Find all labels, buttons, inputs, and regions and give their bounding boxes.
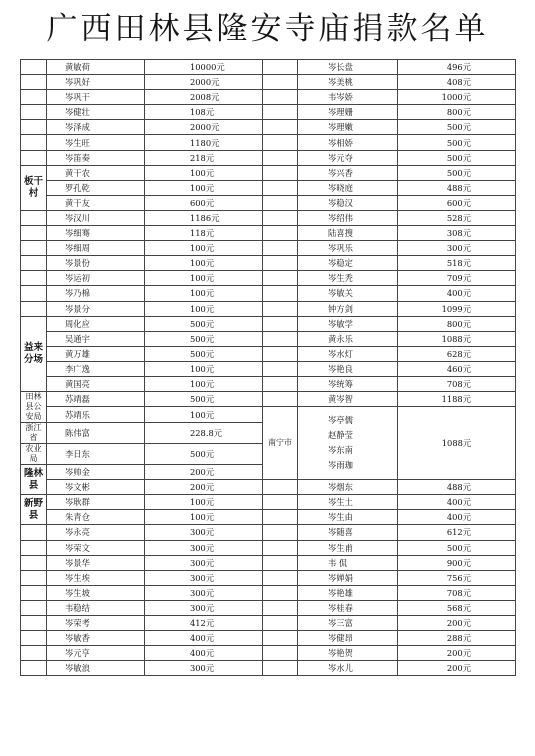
donor-name: 岑亭儒: [328, 414, 353, 425]
donor-name: 岑泽成: [47, 120, 145, 135]
group-cell-empty: [263, 150, 298, 165]
group-cell-empty: [263, 631, 298, 646]
group-cell-empty: [263, 226, 298, 241]
group-cell-empty: [263, 301, 298, 316]
donor-name: 黄万雄: [47, 346, 145, 361]
table-row: [21, 286, 516, 301]
donor-name: 黄永乐: [298, 331, 398, 346]
donor-name: 岑永亮: [47, 525, 145, 540]
nanning-names: [298, 407, 398, 480]
donation-amount: 300元: [145, 555, 263, 570]
group-cell-empty: [263, 105, 298, 120]
donation-amount: 1088元: [398, 407, 516, 480]
donation-amount: 500元: [145, 392, 263, 407]
donation-amount: 200元: [145, 465, 263, 480]
donor-name: 岑美桃: [298, 75, 398, 90]
group-cell-empty: [21, 75, 47, 90]
donor-name: 钟方剑: [298, 301, 398, 316]
donor-name: 岑敏学: [298, 316, 398, 331]
donor-name: 陆喜搜: [298, 226, 398, 241]
donor-name: 黄干友: [47, 195, 145, 210]
donor-name: 岑荣文: [47, 540, 145, 555]
donor-name: 岑艳贺: [298, 646, 398, 661]
donation-amount: 488元: [398, 180, 516, 195]
group-cell-empty: [21, 570, 47, 585]
group-label: 田林县公安局: [21, 392, 47, 423]
donation-amount: 100元: [145, 256, 263, 271]
donation-table: [20, 59, 516, 676]
donation-amount: 500元: [398, 165, 516, 180]
group-cell-empty: [21, 540, 47, 555]
donation-amount: 118元: [145, 226, 263, 241]
donor-name: 岑文彬: [47, 480, 145, 495]
donation-amount: 709元: [398, 271, 516, 286]
group-cell-empty: [263, 555, 298, 570]
donation-amount: 10000元: [145, 60, 263, 75]
donation-amount: 400元: [398, 495, 516, 510]
donation-amount: 500元: [145, 346, 263, 361]
donor-name: 岑东南: [328, 445, 353, 456]
table-row: [21, 346, 516, 361]
group-cell-empty: [21, 600, 47, 615]
group-cell-empty: [263, 165, 298, 180]
table-row: [21, 256, 516, 271]
group-cell-empty: [21, 525, 47, 540]
table-row: [21, 271, 516, 286]
group-cell-empty: [263, 241, 298, 256]
donor-name: 岑汉川: [47, 210, 145, 225]
donor-name: 周化应: [47, 316, 145, 331]
donation-amount: 100元: [145, 180, 263, 195]
group-cell-empty: [263, 600, 298, 615]
donation-amount: 200元: [145, 480, 263, 495]
group-cell-empty: [263, 480, 298, 495]
donor-name: 岑敏关: [298, 286, 398, 301]
group-cell-empty: [263, 60, 298, 75]
table-row: [21, 631, 516, 646]
donor-name: 岑细周: [47, 241, 145, 256]
donation-amount: 300元: [398, 241, 516, 256]
donation-amount: 528元: [398, 210, 516, 225]
group-cell-empty: [263, 510, 298, 525]
group-cell-empty: [263, 616, 298, 631]
group-label: 板干村: [21, 165, 47, 210]
group-cell-empty: [263, 316, 298, 331]
donor-name: 岑元夺: [298, 150, 398, 165]
donor-name: 岑巩干: [47, 90, 145, 105]
table-row: [21, 392, 516, 407]
group-cell-empty: [263, 120, 298, 135]
donation-amount: 412元: [145, 616, 263, 631]
donation-amount: 300元: [145, 585, 263, 600]
donor-name: 赵静莹: [328, 430, 353, 441]
page-title: 广西田林县隆安寺庙捐款名单: [46, 11, 489, 47]
donation-amount: 1088元: [398, 331, 516, 346]
table-row: [21, 616, 516, 631]
donation-amount: 1099元: [398, 301, 516, 316]
donation-amount: 800元: [398, 316, 516, 331]
group-cell-empty: [263, 585, 298, 600]
donor-name: 岑理嫩: [298, 120, 398, 135]
group-cell-empty: [263, 195, 298, 210]
donation-amount: 500元: [398, 540, 516, 555]
table-row: [21, 195, 516, 210]
donor-name: 韦岑娇: [298, 90, 398, 105]
donor-name: 岑生由: [298, 510, 398, 525]
donor-name: 李日东: [47, 444, 145, 465]
donation-amount: 628元: [398, 346, 516, 361]
donation-amount: 108元: [145, 105, 263, 120]
donation-amount: 100元: [145, 271, 263, 286]
table-row: [21, 301, 516, 316]
group-cell-empty: [263, 286, 298, 301]
donor-name: 岑巩好: [47, 75, 145, 90]
donor-name: 岑理姗: [298, 105, 398, 120]
donation-amount: 100元: [145, 376, 263, 391]
donor-name: 岑长盘: [298, 60, 398, 75]
donor-name: 岑乃棉: [47, 286, 145, 301]
group-cell-empty: [21, 585, 47, 600]
donation-amount: 800元: [398, 105, 516, 120]
donor-name: 苏靖乐: [47, 407, 145, 423]
table-row: [21, 150, 516, 165]
group-label: 益来分场: [21, 316, 47, 391]
donor-name: 岑桂春: [298, 600, 398, 615]
table-row: [21, 165, 516, 180]
donor-name: 岑耿群: [47, 495, 145, 510]
table-row: [21, 540, 516, 555]
group-cell-empty: [263, 90, 298, 105]
donation-amount: 1186元: [145, 210, 263, 225]
donor-name: 岑景华: [47, 555, 145, 570]
donor-name: 岑艳良: [298, 361, 398, 376]
donation-amount: 218元: [145, 150, 263, 165]
table-row: [21, 570, 516, 585]
donation-amount: 200元: [398, 661, 516, 676]
donor-name: 岑健壮: [47, 105, 145, 120]
donor-name: 朱青仓: [47, 510, 145, 525]
donation-amount: 300元: [145, 600, 263, 615]
donor-name: 岑生坡: [47, 585, 145, 600]
group-label: 新野县: [21, 495, 47, 525]
donation-amount: 518元: [398, 256, 516, 271]
donor-name: 岑生旺: [47, 135, 145, 150]
donation-amount: 100元: [145, 301, 263, 316]
donor-name: 岑生埃: [47, 570, 145, 585]
group-cell-empty: [263, 331, 298, 346]
group-cell-empty: [21, 135, 47, 150]
donation-amount: 500元: [398, 120, 516, 135]
group-cell-empty: [21, 90, 47, 105]
donor-name: 岑荣考: [47, 616, 145, 631]
donation-amount: 100元: [145, 407, 263, 423]
donation-amount: 200元: [398, 616, 516, 631]
group-cell-empty: [21, 301, 47, 316]
table-row: [21, 90, 516, 105]
donation-amount: 500元: [145, 316, 263, 331]
group-cell-empty: [263, 180, 298, 195]
donation-amount: 708元: [398, 585, 516, 600]
table-row: [21, 510, 516, 525]
donation-amount: 100元: [145, 165, 263, 180]
donation-amount: 400元: [398, 510, 516, 525]
group-cell-empty: [21, 60, 47, 75]
donor-name: 岑景分: [47, 301, 145, 316]
donor-name: 岑生秃: [298, 271, 398, 286]
donation-amount: 600元: [145, 195, 263, 210]
donor-name: 岑艳雄: [298, 585, 398, 600]
group-cell-empty: [263, 570, 298, 585]
donation-amount: 300元: [145, 540, 263, 555]
table-row: [21, 646, 516, 661]
donation-amount: 288元: [398, 631, 516, 646]
donation-amount: 300元: [145, 525, 263, 540]
donor-name: 岑统筹: [298, 376, 398, 391]
donor-name: 黄国亮: [47, 376, 145, 391]
table-row: [21, 75, 516, 90]
group-cell-empty: [21, 210, 47, 225]
table-row: [21, 105, 516, 120]
group-cell-empty: [263, 661, 298, 676]
donor-name: 罗孔乾: [47, 180, 145, 195]
donation-amount: 100元: [145, 510, 263, 525]
donation-amount: 2008元: [145, 90, 263, 105]
table-row: [21, 331, 516, 346]
donation-amount: 300元: [145, 661, 263, 676]
donor-name: 岑烟东: [298, 480, 398, 495]
table-row: [21, 316, 516, 331]
table-row: [21, 135, 516, 150]
donor-name: 苏靖磊: [47, 392, 145, 407]
donation-amount: 200元: [398, 646, 516, 661]
group-cell-empty: [21, 150, 47, 165]
table-row: [21, 361, 516, 376]
donation-amount: 756元: [398, 570, 516, 585]
donor-name: 岑巩乐: [298, 241, 398, 256]
donor-name: 岑绍伟: [298, 210, 398, 225]
donation-amount: 2000元: [145, 120, 263, 135]
table-row: [21, 661, 516, 676]
donor-name: 岑婵娟: [298, 570, 398, 585]
donation-amount: 100元: [145, 495, 263, 510]
donor-name: 岑相娇: [298, 135, 398, 150]
donor-name: 岑运初: [47, 271, 145, 286]
group-cell-empty: [21, 631, 47, 646]
donor-name: 岑敏浪: [47, 661, 145, 676]
donation-amount: 400元: [398, 286, 516, 301]
donation-amount: 600元: [398, 195, 516, 210]
donation-amount: 1188元: [398, 392, 516, 407]
group-cell-empty: [21, 271, 47, 286]
table-row: [21, 407, 516, 423]
group-cell-empty: [21, 286, 47, 301]
group-label: 隆林县: [21, 465, 47, 495]
donor-name: 陈伟富: [47, 423, 145, 444]
group-cell-empty: [263, 525, 298, 540]
table-row: [21, 495, 516, 510]
donor-name: 吴通宇: [47, 331, 145, 346]
table-row: [21, 525, 516, 540]
table-row: [21, 480, 516, 495]
donor-name: 岑元亨: [47, 646, 145, 661]
donation-amount: 496元: [398, 60, 516, 75]
donation-amount: 500元: [398, 135, 516, 150]
donor-name: 岑水灯: [298, 346, 398, 361]
group-cell-empty: [21, 661, 47, 676]
donor-name: 岑生甫: [298, 540, 398, 555]
donation-amount: 400元: [145, 631, 263, 646]
donor-name: 岑帅金: [47, 465, 145, 480]
table-row: [21, 226, 516, 241]
table-row: [21, 241, 516, 256]
donor-name: 岑雨珈: [328, 460, 353, 471]
group-cell-empty: [21, 616, 47, 631]
donation-amount: 708元: [398, 376, 516, 391]
group-cell-empty: [263, 540, 298, 555]
donation-amount: 488元: [398, 480, 516, 495]
group-cell-empty: [21, 120, 47, 135]
donation-amount: 460元: [398, 361, 516, 376]
group-cell-empty: [263, 646, 298, 661]
table-row: [21, 376, 516, 391]
group-cell-empty: [263, 392, 298, 407]
table-row: [21, 60, 516, 75]
donation-amount: 400元: [145, 646, 263, 661]
donation-amount: 228.8元: [145, 423, 263, 444]
donor-name: 岑细骞: [47, 226, 145, 241]
donation-amount: 500元: [145, 444, 263, 465]
group-cell-empty: [263, 346, 298, 361]
table-row: [21, 180, 516, 195]
donation-amount: 308元: [398, 226, 516, 241]
group-cell-empty: [21, 555, 47, 570]
group-cell-empty: [263, 75, 298, 90]
donor-name: 岑随喜: [298, 525, 398, 540]
donation-amount: 2000元: [145, 75, 263, 90]
group-cell-empty: [263, 361, 298, 376]
donation-amount: 900元: [398, 555, 516, 570]
donor-name: 岑笛奏: [47, 150, 145, 165]
group-label: 农业局: [21, 444, 47, 465]
group-cell-empty: [21, 105, 47, 120]
group-cell-empty: [263, 256, 298, 271]
table-row: [21, 585, 516, 600]
group-cell-empty: [21, 646, 47, 661]
donor-name: 岑生土: [298, 495, 398, 510]
donation-amount: 100元: [145, 286, 263, 301]
group-cell-empty: [263, 495, 298, 510]
table-row: [21, 600, 516, 615]
table-row: [21, 210, 516, 225]
donor-name: 黄岑智: [298, 392, 398, 407]
group-cell-empty: [21, 241, 47, 256]
donor-name: 韦 侃: [298, 555, 398, 570]
donation-amount: 100元: [145, 361, 263, 376]
table-row: [21, 555, 516, 570]
donation-amount: 100元: [145, 241, 263, 256]
group-cell-empty: [21, 226, 47, 241]
donor-name: 岑兴香: [298, 165, 398, 180]
donation-amount: 1180元: [145, 135, 263, 150]
donor-name: 李广逸: [47, 361, 145, 376]
table-row: [21, 120, 516, 135]
group-label: 南宁市: [263, 407, 298, 480]
group-cell-empty: [263, 135, 298, 150]
donor-name: 岑稳汉: [298, 195, 398, 210]
donation-amount: 612元: [398, 525, 516, 540]
donor-name: 岑水儿: [298, 661, 398, 676]
donation-amount: 408元: [398, 75, 516, 90]
donor-name: 韦稳结: [47, 600, 145, 615]
group-cell-empty: [21, 256, 47, 271]
donor-name: 岑敏香: [47, 631, 145, 646]
donor-name: 岑景份: [47, 256, 145, 271]
group-cell-empty: [263, 271, 298, 286]
donation-amount: 568元: [398, 600, 516, 615]
donor-name: 黄敏荷: [47, 60, 145, 75]
donation-amount: 1000元: [398, 90, 516, 105]
donor-name: 岑健昂: [298, 631, 398, 646]
donation-amount: 500元: [398, 150, 516, 165]
donation-amount: 500元: [145, 331, 263, 346]
donation-amount: 300元: [145, 570, 263, 585]
donor-name: 黄干农: [47, 165, 145, 180]
group-cell-empty: [263, 210, 298, 225]
donor-name: 岑晓庭: [298, 180, 398, 195]
donor-name: 岑稳定: [298, 256, 398, 271]
group-cell-empty: [263, 376, 298, 391]
donor-name: 岑三富: [298, 616, 398, 631]
group-label: 浙江省: [21, 423, 47, 444]
